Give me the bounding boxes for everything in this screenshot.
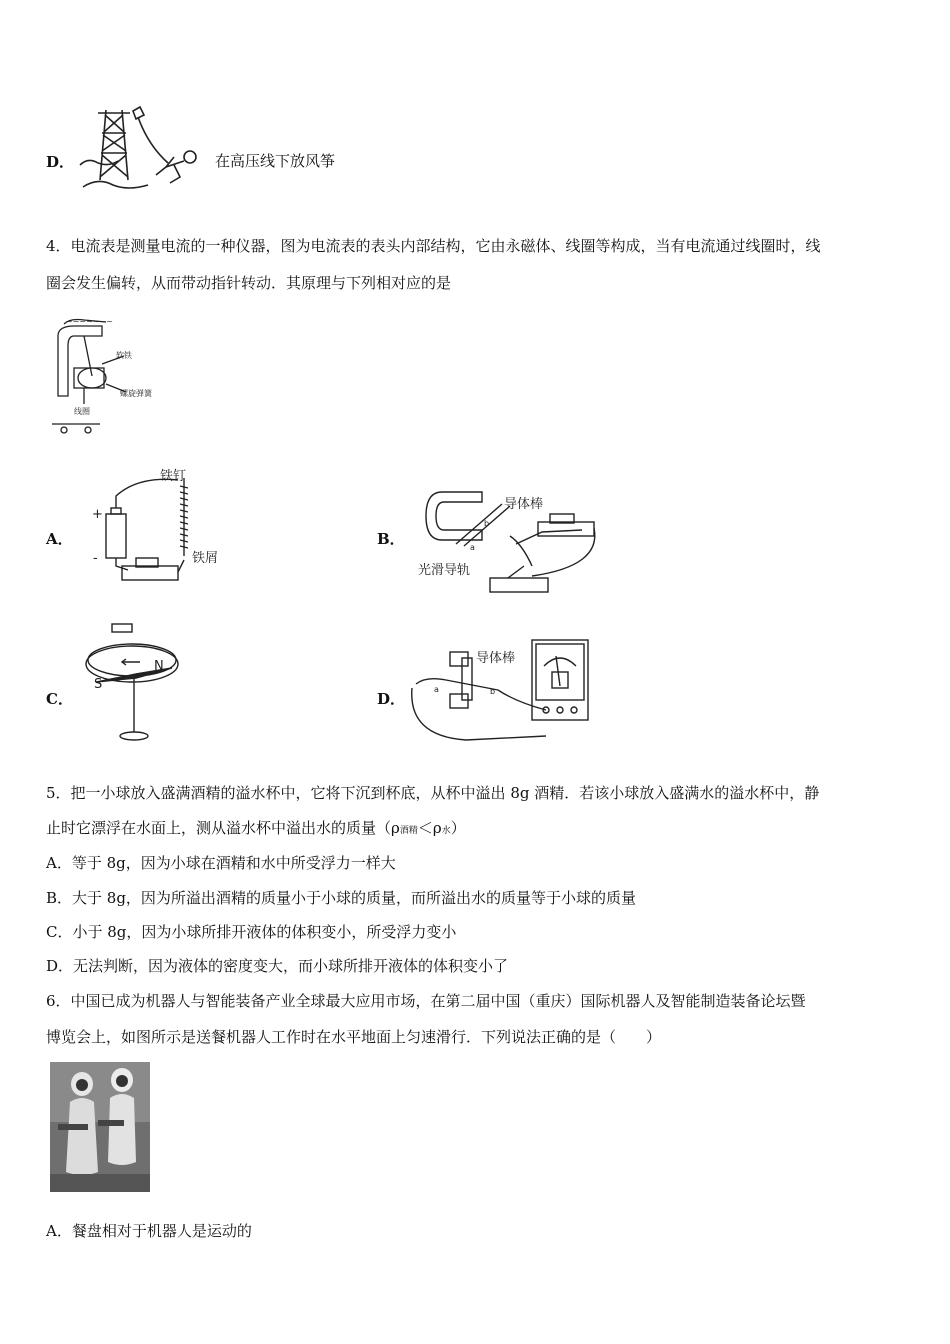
label-smooth-rails: 光滑导轨: [418, 563, 471, 578]
q4-option-a-label: A．: [46, 530, 73, 548]
q6-option-a: A．餐盘相对于机器人是运动的: [46, 1222, 252, 1240]
q4-option-b-label: B．: [377, 530, 405, 548]
label-south-pole: S: [94, 677, 103, 692]
kite-power-line-illustration: [78, 105, 208, 195]
q4-option-c-label: C．: [46, 690, 73, 708]
label-a-b: a: [470, 543, 475, 552]
label-b-b: b: [484, 519, 490, 528]
battery-plus-sign: +: [92, 507, 103, 522]
q4-line-1: 4．电流表是测量电流的一种仪器，图为电流表的表头内部结构，它由永磁体、线圈等构成，当有电流通过线圈时，线: [46, 237, 821, 255]
q5-line-2-pre: 止时它漂浮在水面上，测从溢水杯中溢出水的质量（ρ: [46, 819, 400, 837]
q5-line-2: [46, 818, 466, 841]
delivery-robot-photo: [50, 1062, 150, 1192]
option-a-electromagnet-figure: [88, 466, 218, 586]
label-b-d: b: [490, 687, 496, 696]
option-b-motor-rails-figure: [412, 486, 602, 598]
label-conductor-rod-b: 导体棒: [504, 497, 544, 512]
label-coil: 线圈: [74, 407, 90, 416]
q5-line-2-mid: ＜ρ: [417, 819, 442, 837]
q4-line-2: 圈会发生偏转，从而带动指针转动．其原理与下列相对应的是: [46, 274, 452, 292]
label-a-d: a: [434, 685, 439, 694]
q5-option-b: B．大于 8g，因为所溢出酒精的质量小于小球的质量，而所溢出水的质量等于小球的质量: [46, 889, 636, 907]
ammeter-structure-figure: [44, 316, 159, 438]
battery-minus-sign: -: [93, 551, 98, 566]
q5-sub-water: 水: [441, 826, 451, 836]
label-soft-iron: 软铁: [116, 351, 132, 360]
q4-option-d-label: D．: [377, 690, 406, 708]
option-c-coil-compass-figure: [82, 622, 192, 746]
q6-line-1: 6．中国已成为机器人与智能装备产业全球最大应用市场，在第二届中国（重庆）国际机器人及智能制造装备论坛暨: [46, 992, 806, 1010]
label-north-pole: N: [154, 659, 164, 674]
q5-line-1: 5．把一小球放入盛满酒精的溢水杯中，它将下沉到杯底，从杯中溢出 8g 酒精．若该小球放入盛满水的溢水杯中，静: [46, 784, 820, 802]
svg-text:~~~~~~~: ~~~~~~~: [66, 317, 113, 326]
option-d-generator-galvanometer-figure: [406, 636, 592, 744]
q6-line-2: 博览会上，如图所示是送餐机器人工作时在水平地面上匀速滑行．下列说法正确的是（ ）: [46, 1028, 662, 1046]
q3-option-d-label: D．: [46, 153, 75, 171]
label-iron-filings: 铁屑: [192, 551, 219, 566]
q5-sub-alcohol: 酒精: [399, 826, 418, 836]
q5-option-d: D．无法判断，因为液体的密度变大，而小球所排开液体的体积变小了: [46, 957, 509, 975]
q5-line-2-post: ）: [450, 819, 466, 837]
label-iron-nail: 铁钉: [160, 469, 187, 484]
label-conductor-rod-d: 导体棒: [476, 651, 516, 666]
q5-option-a: A．等于 8g，因为小球在酒精和水中所受浮力一样大: [46, 854, 396, 872]
q3-option-d-text: 在高压线下放风筝: [215, 152, 336, 170]
q5-option-c: C．小于 8g，因为小球所排开液体的体积变小，所受浮力变小: [46, 923, 457, 941]
label-spiral-spring: 螺旋弹簧: [120, 389, 152, 398]
